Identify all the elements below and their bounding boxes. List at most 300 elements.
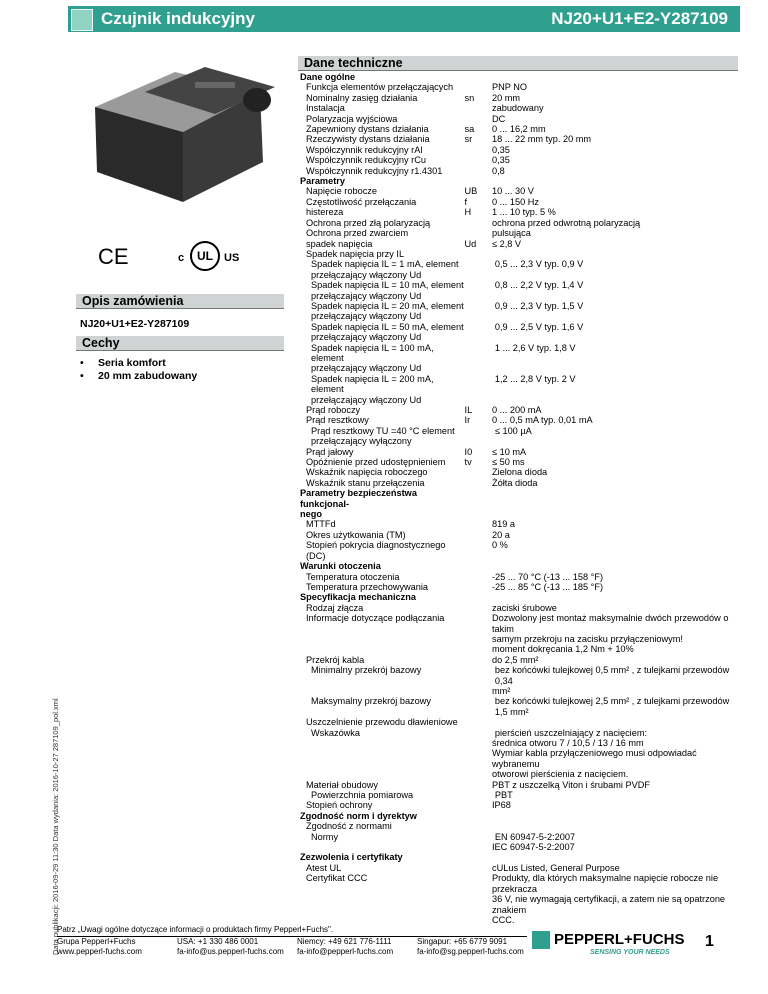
spec-symbol: [465, 603, 492, 613]
spec-row: [300, 686, 740, 696]
spec-label: Instalacja: [306, 103, 345, 114]
spec-row: [300, 72, 740, 82]
spec-row: [300, 218, 740, 228]
features-section-title: Cechy: [82, 336, 120, 350]
spec-label: przełączający włączony Ud: [311, 290, 422, 301]
spec-value: zabudowany: [492, 103, 544, 114]
spec-row: [300, 457, 740, 467]
spec-symbol: [468, 332, 495, 342]
spec-label: Certyfikat CCC: [306, 873, 368, 884]
spec-label: przełączający wyłączony: [311, 436, 412, 447]
spec-value: IEC 60947-5-2:2007: [492, 842, 575, 853]
spec-symbol: [465, 873, 492, 894]
spec-value: Wymiar kabla przyłączeniowego musi odpowiadać wybranemu: [492, 748, 697, 769]
spec-symbol: [465, 894, 492, 915]
spec-symbol: [468, 343, 495, 364]
spec-label: Zapewniony dystans działania: [306, 124, 429, 135]
spec-label: Stopień ochrony: [306, 800, 373, 811]
spec-symbol: IL: [464, 405, 473, 415]
spec-value: [489, 176, 740, 186]
spec-value: pulsująca: [492, 228, 531, 239]
spec-label: [300, 644, 465, 654]
spec-symbol: [465, 228, 492, 238]
spec-symbol: f: [464, 196, 468, 207]
feature-item: • 20 mm zabudowany: [78, 370, 197, 383]
spec-value: [495, 311, 740, 321]
spec-symbol: [468, 395, 495, 405]
spec-symbol: [465, 644, 492, 654]
footer-col-de: [297, 937, 393, 956]
spec-label: Dane ogólne: [300, 72, 356, 82]
spec-symbol: [465, 103, 492, 113]
spec-symbol: Ir: [464, 415, 471, 426]
spec-symbol: [465, 145, 492, 155]
spec-symbol: sn: [464, 92, 475, 103]
spec-label: Minimalny przekrój bazowy: [311, 665, 422, 676]
spec-label: Powierzchnia pomiarowa: [311, 790, 414, 801]
spec-label: Temperatura otoczenia: [306, 571, 400, 582]
spec-value: 20 a: [492, 529, 510, 540]
spec-row: [300, 894, 740, 915]
spec-symbol: [468, 322, 495, 332]
spec-symbol: [461, 176, 489, 186]
spec-symbol: [465, 155, 492, 165]
spec-label: Zgodność norm i dyrektyw: [300, 810, 417, 821]
specs-section-bar: [298, 56, 738, 71]
footer-link[interactable]: fa-info@sg.pepperl-fuchs.com: [417, 946, 524, 956]
spec-value: 1 ... 10 typ. 5 %: [492, 207, 556, 218]
spec-row: [300, 82, 740, 92]
spec-row: [300, 426, 740, 436]
spec-row: [300, 311, 740, 321]
footer-text: Singapur: +65 6779 9091: [417, 937, 508, 946]
spec-value: [495, 270, 740, 280]
spec-row: [300, 166, 740, 176]
spec-row: [300, 728, 740, 738]
spec-symbol: H: [464, 207, 472, 218]
spec-label: Prąd resztkowy TU =40 °C element: [311, 425, 455, 436]
spec-label: Przekrój kabla: [306, 654, 365, 665]
spec-value: 0 %: [492, 540, 508, 551]
spec-symbol: [465, 634, 492, 644]
brand-name: PEPPERL+FUCHS: [554, 931, 685, 948]
spec-value: [495, 395, 740, 405]
spec-symbol: [465, 780, 492, 790]
order-number: NJ20+U1+E2-Y287109: [80, 318, 190, 330]
spec-symbol: [465, 249, 492, 259]
spec-row: [300, 103, 740, 113]
spec-row: [300, 811, 740, 821]
feature-item: • Seria komfort: [78, 357, 197, 370]
publication-side-text: Data publikacji: 2016-09-29 11:30 Data wydania: 2016-10-27 287109_pol.xml: [51, 698, 60, 955]
spec-symbol: [465, 821, 492, 831]
spec-value: 0 ... 0,5 mA typ. 0,01 mA: [492, 415, 593, 426]
spec-symbol: [465, 863, 492, 873]
spec-symbol: [465, 738, 492, 748]
spec-symbol: [465, 769, 492, 779]
spec-row: [300, 249, 740, 259]
spec-value: PBT z uszczelką Viton i śrubami PVDF: [492, 779, 650, 790]
spec-symbol: [461, 488, 489, 509]
spec-label: Rodzaj złącza: [306, 602, 364, 613]
ce-mark-icon: CE: [98, 244, 129, 269]
spec-value: mm²: [492, 685, 511, 696]
spec-value: IP68: [492, 800, 511, 811]
spec-value: [492, 249, 740, 259]
page-header: [68, 6, 740, 32]
spec-row: [300, 561, 740, 571]
spec-row: [300, 301, 740, 311]
spec-row: [300, 415, 740, 425]
spec-value: 1 ... 2,6 V typ. 1,8 V: [494, 342, 576, 353]
spec-row: [300, 343, 740, 364]
spec-row: [300, 114, 740, 124]
spec-label: Spadek napięcia IL = 1 mA, element: [311, 259, 459, 270]
spec-value: 819 a: [492, 519, 515, 530]
spec-symbol: [465, 842, 492, 852]
spec-row: [300, 478, 740, 488]
spec-row: [300, 665, 740, 686]
spec-symbol: [465, 572, 492, 582]
spec-label: Opóźnienie przed udostępnieniem: [306, 457, 446, 468]
spec-value: [489, 488, 740, 509]
spec-row: [300, 873, 740, 894]
spec-label: [300, 634, 465, 644]
spec-symbol: [465, 519, 492, 529]
spec-symbol: [465, 467, 492, 477]
spec-symbol: [461, 852, 489, 862]
spec-row: [300, 436, 740, 446]
features-list: [78, 357, 197, 383]
spec-symbol: [468, 832, 495, 842]
spec-value: cULus Listed, General Purpose: [492, 862, 620, 873]
spec-symbol: [461, 509, 489, 519]
spec-label: Napięcie robocze: [306, 186, 377, 197]
spec-label: Parametry bezpieczeństwa funkcjonal-: [300, 488, 417, 509]
page-number: 1: [705, 933, 714, 950]
header-square-icon: [71, 9, 93, 31]
spec-row: [300, 186, 740, 196]
spec-label: histereza: [306, 207, 344, 218]
spec-symbol: [468, 374, 495, 395]
spec-label: Ochrona przed zwarciem: [306, 228, 409, 239]
spec-row: [300, 790, 740, 800]
spec-label: Maksymalny przekrój bazowy: [311, 696, 431, 707]
spec-row: [300, 509, 740, 519]
spec-label: Prąd resztkowy: [306, 415, 369, 426]
spec-row: [300, 405, 740, 415]
spec-value: do 2,5 mm²: [492, 654, 539, 665]
spec-row: [300, 280, 740, 290]
ul-mark-icon: UL: [190, 241, 220, 271]
spec-symbol: [468, 259, 495, 269]
spec-label: Uszczelnienie przewodu dławieniowe: [306, 717, 458, 728]
spec-label: Informacje dotyczące podłączania: [306, 613, 445, 624]
spec-symbol: [468, 665, 495, 686]
spec-row: [300, 800, 740, 810]
spec-row: [300, 519, 740, 529]
spec-row: [300, 259, 740, 269]
spec-symbol: [468, 426, 495, 436]
spec-value: [495, 291, 740, 301]
spec-value: PNP NO: [492, 82, 528, 93]
spec-label: Wskazówka: [311, 727, 361, 738]
spec-value: ≤ 10 mA: [492, 446, 527, 457]
spec-value: Zielona dioda: [492, 467, 548, 478]
spec-value: [489, 811, 740, 821]
spec-value: ochrona przed odwrotną polaryzacją: [492, 217, 641, 228]
spec-value: 0,8: [492, 165, 505, 176]
spec-row: [300, 696, 740, 717]
spec-value: moment dokręcania 1,2 Nm + 10%: [492, 644, 634, 655]
spec-symbol: UB: [464, 186, 478, 197]
spec-label: Temperatura przechowywania: [306, 581, 429, 592]
spec-label: Spadek napięcia IL = 10 mA, element: [311, 280, 464, 291]
spec-value: 1,2 ... 2,8 V typ. 2 V: [494, 373, 576, 384]
spec-symbol: [465, 655, 492, 665]
spec-row: [300, 863, 740, 873]
spec-label: przełączający włączony Ud: [311, 332, 422, 343]
spec-symbol: [468, 728, 495, 738]
spec-value: 0,35: [492, 155, 510, 166]
footer-link[interactable]: www.pepperl-fuchs.com: [57, 946, 142, 956]
spec-symbol: [465, 530, 492, 540]
spec-value: 0,8 ... 2,2 V typ. 1,4 V: [494, 280, 584, 291]
spec-row: [300, 124, 740, 134]
order-section-bar: [76, 294, 284, 309]
spec-value: średnica otworu 7 / 10,5 / 13 / 16 mm: [492, 738, 644, 748]
spec-label: przełączający włączony Ud: [311, 394, 422, 405]
spec-row: [300, 603, 740, 613]
specs-section-title: Dane techniczne: [304, 56, 403, 70]
spec-value: [489, 509, 740, 519]
spec-label: [300, 894, 465, 915]
spec-symbol: [461, 72, 489, 82]
spec-row: [300, 748, 740, 769]
spec-row: [300, 582, 740, 592]
spec-label: Prąd jałowy: [306, 446, 354, 457]
spec-value: 0 ... 16,2 mm: [492, 124, 546, 135]
spec-row: [300, 322, 740, 332]
spec-row: [300, 176, 740, 186]
spec-symbol: [465, 478, 492, 488]
brand-square-icon: [532, 931, 550, 949]
spec-value: [489, 852, 740, 862]
spec-symbol: [465, 686, 492, 696]
spec-label: przełączający włączony Ud: [311, 269, 422, 280]
spec-value: [489, 561, 740, 571]
spec-symbol: [468, 363, 495, 373]
spec-symbol: [465, 114, 492, 124]
spec-symbol: [465, 915, 492, 925]
spec-label: Ochrona przed złą polaryzacją: [306, 217, 431, 228]
spec-value: 0,35: [492, 144, 510, 155]
spec-row: [300, 915, 740, 925]
spec-row: [300, 832, 740, 842]
spec-symbol: [465, 717, 492, 727]
spec-label: Zezwolenia i certyfikaty: [300, 852, 403, 863]
spec-row: [300, 374, 740, 395]
footer-text: USA: +1 330 486 0001: [177, 937, 259, 946]
spec-row: [300, 447, 740, 457]
spec-value: 10 ... 30 V: [492, 186, 534, 197]
footer-col-group: [57, 937, 142, 956]
specs-table: [300, 72, 740, 925]
spec-value: pierścień uszczelniający z nacięciem:: [494, 727, 648, 738]
spec-label: Częstotliwość przełączania: [306, 196, 417, 207]
spec-label: Spadek napięcia przy IL: [306, 248, 405, 259]
spec-symbol: [465, 218, 492, 228]
spec-row: [300, 842, 740, 852]
spec-row: [300, 738, 740, 748]
spec-value: ≤ 100 µA: [494, 425, 532, 436]
spec-symbol: sr: [464, 134, 473, 145]
spec-row: [300, 769, 740, 779]
spec-value: Produkty, dla których maksymalne napięcie robocze nie przekracza: [492, 873, 719, 894]
spec-label: przełączający włączony Ud: [311, 363, 422, 374]
spec-row: [300, 395, 740, 405]
spec-symbol: Ud: [464, 238, 477, 249]
footer-col-usa: [177, 937, 284, 956]
spec-label: Zgodność z normami: [306, 821, 392, 832]
spec-value: [489, 592, 740, 602]
spec-label: nego: [300, 509, 322, 520]
spec-value: CCC.: [492, 914, 515, 925]
spec-value: [492, 821, 740, 831]
spec-row: [300, 197, 740, 207]
spec-value: [495, 436, 740, 446]
spec-symbol: [468, 301, 495, 311]
spec-value: otworowi pierścienia z nacięciem.: [492, 769, 629, 780]
spec-row: [300, 363, 740, 373]
spec-symbol: [461, 561, 489, 571]
spec-row: [300, 780, 740, 790]
spec-row: [300, 634, 740, 644]
spec-value: DC: [492, 113, 506, 124]
spec-symbol: [465, 800, 492, 810]
spec-row: [300, 228, 740, 238]
footer-link[interactable]: fa-info@us.pepperl-fuchs.com: [177, 946, 284, 956]
spec-row: [300, 291, 740, 301]
spec-value: bez końcówki tulejkowej 2,5 mm² , z tulejkami przewodów 1,5 mm²: [494, 696, 730, 717]
spec-value: 0,9 ... 2,5 V typ. 1,6 V: [494, 321, 584, 332]
spec-row: [300, 332, 740, 342]
footer-note: Patrz „Uwagi ogólne dotyczące informacji o produktach firmy Pepperl+Fuchs".: [57, 925, 334, 934]
spec-value: 20 mm: [492, 92, 521, 103]
spec-label: Współczynnik redukcyjny r1.4301: [306, 165, 443, 176]
spec-row: [300, 239, 740, 249]
spec-symbol: [468, 270, 495, 280]
spec-row: [300, 717, 740, 727]
spec-symbol: [461, 592, 489, 602]
spec-row: [300, 592, 740, 602]
spec-label: Spadek napięcia IL = 100 mA, element: [311, 342, 434, 363]
spec-value: 0,9 ... 2,3 V typ. 1,5 V: [494, 300, 584, 311]
spec-label: [300, 748, 465, 769]
spec-symbol: tv: [464, 457, 472, 468]
spec-row: [300, 145, 740, 155]
spec-value: 0 ... 150 Hz: [492, 196, 539, 207]
spec-label: [300, 769, 465, 779]
spec-label: Spadek napięcia IL = 50 mA, element: [311, 321, 464, 332]
spec-symbol: [465, 582, 492, 592]
spec-value: zaciski śrubowe: [492, 602, 557, 613]
spec-symbol: [465, 613, 492, 634]
c-mark: c: [178, 252, 185, 264]
spec-row: [300, 540, 740, 561]
spec-row: [300, 488, 740, 509]
spec-label: Normy: [311, 831, 339, 842]
spec-label: Materiał obudowy: [306, 779, 379, 790]
spec-row: [300, 644, 740, 654]
spec-value: -25 ... 70 °C (-13 ... 158 °F): [492, 571, 604, 582]
spec-label: Spadek napięcia IL = 20 mA, element: [311, 300, 464, 311]
spec-label: [300, 915, 465, 925]
spec-symbol: [465, 540, 492, 561]
spec-row: [300, 467, 740, 477]
spec-label: Polaryzacja wyjściowa: [306, 113, 398, 124]
spec-label: Okres użytkowania (TM): [306, 529, 406, 540]
spec-value: [495, 363, 740, 373]
spec-value: 0 ... 200 mA: [492, 405, 542, 415]
spec-symbol: [468, 790, 495, 800]
spec-label: Współczynnik redukcyjny rAl: [306, 144, 423, 155]
spec-symbol: I0: [464, 446, 473, 457]
spec-value: Dozwolony jest montaż maksymalnie dwóch przewodów o takim: [492, 613, 729, 634]
spec-label: Nominalny zasięg działania: [306, 92, 418, 103]
spec-symbol: sa: [464, 124, 475, 135]
spec-value: 18 ... 22 mm typ. 20 mm: [492, 134, 592, 145]
footer-text: Grupa Pepperl+Fuchs: [57, 937, 136, 946]
spec-symbol: [465, 748, 492, 769]
spec-value: samym przekroju na zacisku przyłączeniowym!: [492, 633, 683, 644]
spec-value: 36 V, nie wymagają certyfikacji, a zatem nie są opatrzone znakiem: [492, 894, 726, 915]
spec-symbol: [461, 811, 489, 821]
spec-symbol: [465, 166, 492, 176]
spec-symbol: [468, 696, 495, 717]
spec-label: przełączający włączony Ud: [311, 311, 422, 322]
spec-row: [300, 572, 740, 582]
spec-label: Spadek napięcia IL = 200 mA, element: [311, 373, 434, 395]
spec-symbol: [468, 436, 495, 446]
spec-symbol: [465, 82, 492, 92]
spec-value: ≤ 50 ms: [492, 457, 525, 468]
spec-label: [300, 738, 465, 748]
spec-value: bez końcówki tulejkowej 0,5 mm² , z tulejkami przewodów 0,34: [494, 665, 730, 686]
spec-value: [492, 717, 740, 727]
spec-row: [300, 821, 740, 831]
spec-label: spadek napięcia: [306, 238, 373, 249]
spec-row: [300, 134, 740, 144]
spec-symbol: [468, 311, 495, 321]
brand-logo: [532, 931, 685, 957]
model-number: NJ20+U1+E2-Y287109: [551, 9, 728, 28]
spec-value: PBT: [494, 790, 513, 801]
footer-text: Niemcy: +49 621 776-1111: [297, 937, 392, 946]
spec-label: Rzeczywisty dystans działania: [306, 134, 430, 145]
footer-link[interactable]: fa-info@pepperl-fuchs.com: [297, 946, 394, 956]
spec-row: [300, 207, 740, 217]
spec-label: Współczynnik redukcyjny rCu: [306, 155, 426, 166]
spec-row: [300, 852, 740, 862]
spec-label: Specyfikacja mechaniczna: [300, 592, 416, 603]
spec-symbol: [468, 280, 495, 290]
spec-value: 0,5 ... 2,3 V typ. 0,9 V: [494, 259, 584, 270]
spec-label: Funkcja elementów przełączających: [306, 82, 454, 93]
spec-row: [300, 93, 740, 103]
us-mark: US: [224, 252, 240, 264]
spec-label: Parametry: [300, 176, 345, 187]
